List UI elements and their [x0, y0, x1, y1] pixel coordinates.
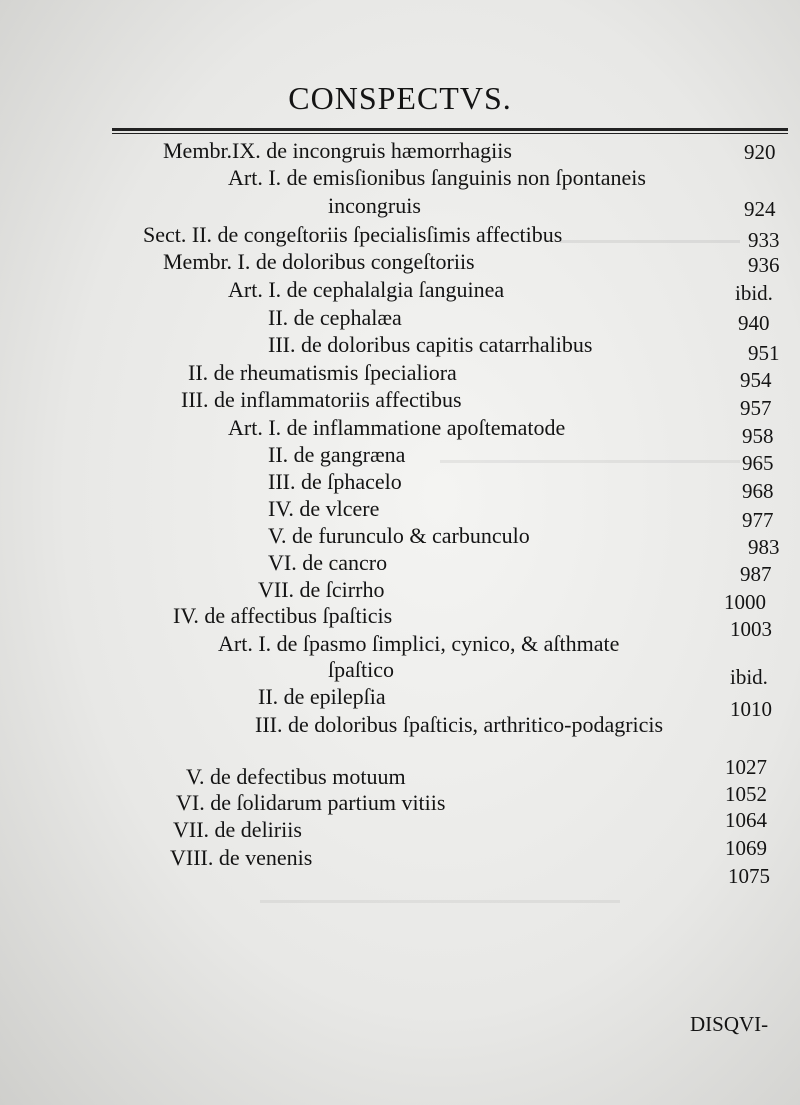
toc-entry: Membr.IX. de incongruis hæmorrhagiis — [163, 138, 512, 163]
toc-page-number: 987 — [740, 562, 772, 586]
page-title: CONSPECTVS. — [288, 80, 512, 116]
toc-page-number: 977 — [742, 508, 774, 532]
show-through-mark — [560, 240, 740, 243]
toc-entry: Art. I. de ſpasmo ſimplici, cynico, & aſthmate — [218, 631, 620, 656]
show-through-mark — [260, 900, 620, 903]
toc-entry: III. de ſphacelo — [268, 469, 402, 494]
toc-page-number: 1027 — [725, 755, 767, 779]
toc-page-number: 1000 — [724, 590, 766, 614]
toc-entry: III. de doloribus capitis catarrhalibus — [268, 332, 593, 357]
toc-page-number: ibid. — [735, 281, 773, 305]
toc-page-number: 968 — [742, 479, 774, 503]
toc-entry: II. de epilepſia — [258, 684, 386, 709]
toc-page-number: 924 — [744, 197, 776, 221]
toc-entry: VIII. de venenis — [170, 845, 313, 870]
toc-entry: Art. I. de cephalalgia ſanguinea — [228, 277, 505, 302]
toc-entry: V. de defectibus motuum — [186, 764, 406, 789]
toc-entry: VI. de ſolidarum partium vitiis — [176, 790, 446, 815]
toc-entry: V. de furunculo & carbunculo — [268, 523, 530, 548]
toc-page-number: 983 — [748, 535, 780, 559]
toc-entry: II. de cephalæa — [268, 305, 402, 330]
toc-entry: Membr. I. de doloribus congeſtoriis — [163, 249, 475, 274]
toc-entry: IV. de vlcere — [268, 496, 380, 521]
toc-page-number: 936 — [748, 253, 780, 277]
toc-entry: Art. I. de emisſionibus ſanguinis non ſpontaneis — [228, 165, 646, 190]
toc-page-number: 951 — [748, 341, 780, 365]
toc-page-number: 1010 — [730, 697, 772, 721]
toc-page-number: 1064 — [725, 808, 767, 832]
toc-entry: Art. I. de inflammatione apoſtematode — [228, 415, 566, 440]
toc-page-number: 920 — [744, 140, 776, 164]
toc-entry: III. de inflammatoriis affectibus — [181, 387, 462, 412]
toc-entry: Sect. II. de congeſtoriis ſpecialisſimis affectibus — [143, 222, 563, 247]
toc-entry: IV. de affectibus ſpaſticis — [173, 603, 393, 628]
toc-page-number: 965 — [742, 451, 774, 475]
toc-entry: ſpaſtico — [328, 657, 394, 682]
toc-page-number: 957 — [740, 396, 772, 420]
toc-page-number: 958 — [742, 424, 774, 448]
toc-page-number: 940 — [738, 311, 770, 335]
toc-entry: VI. de cancro — [268, 550, 388, 575]
toc-entry: VII. de deliriis — [173, 817, 302, 842]
header-rule — [112, 128, 788, 134]
toc-page-number: 954 — [740, 368, 772, 392]
toc-page-number: 1052 — [725, 782, 767, 806]
toc-page-number: 1003 — [730, 617, 772, 641]
toc-page-number: 1069 — [725, 836, 767, 860]
toc-page-number: 1075 — [728, 864, 770, 888]
show-through-mark — [440, 460, 740, 463]
toc-entry: II. de gangræna — [268, 442, 406, 467]
toc-page-number: ibid. — [730, 665, 768, 689]
toc-entry: II. de rheumatismis ſpecialiora — [188, 360, 457, 385]
toc-page-number: 933 — [748, 228, 780, 252]
toc-entry: III. de doloribus ſpaſticis, arthritico-podagricis — [255, 712, 664, 737]
toc-entry: VII. de ſcirrho — [258, 577, 385, 602]
toc-entry: incongruis — [328, 193, 421, 218]
catchword: DISQVI- — [690, 1012, 769, 1036]
